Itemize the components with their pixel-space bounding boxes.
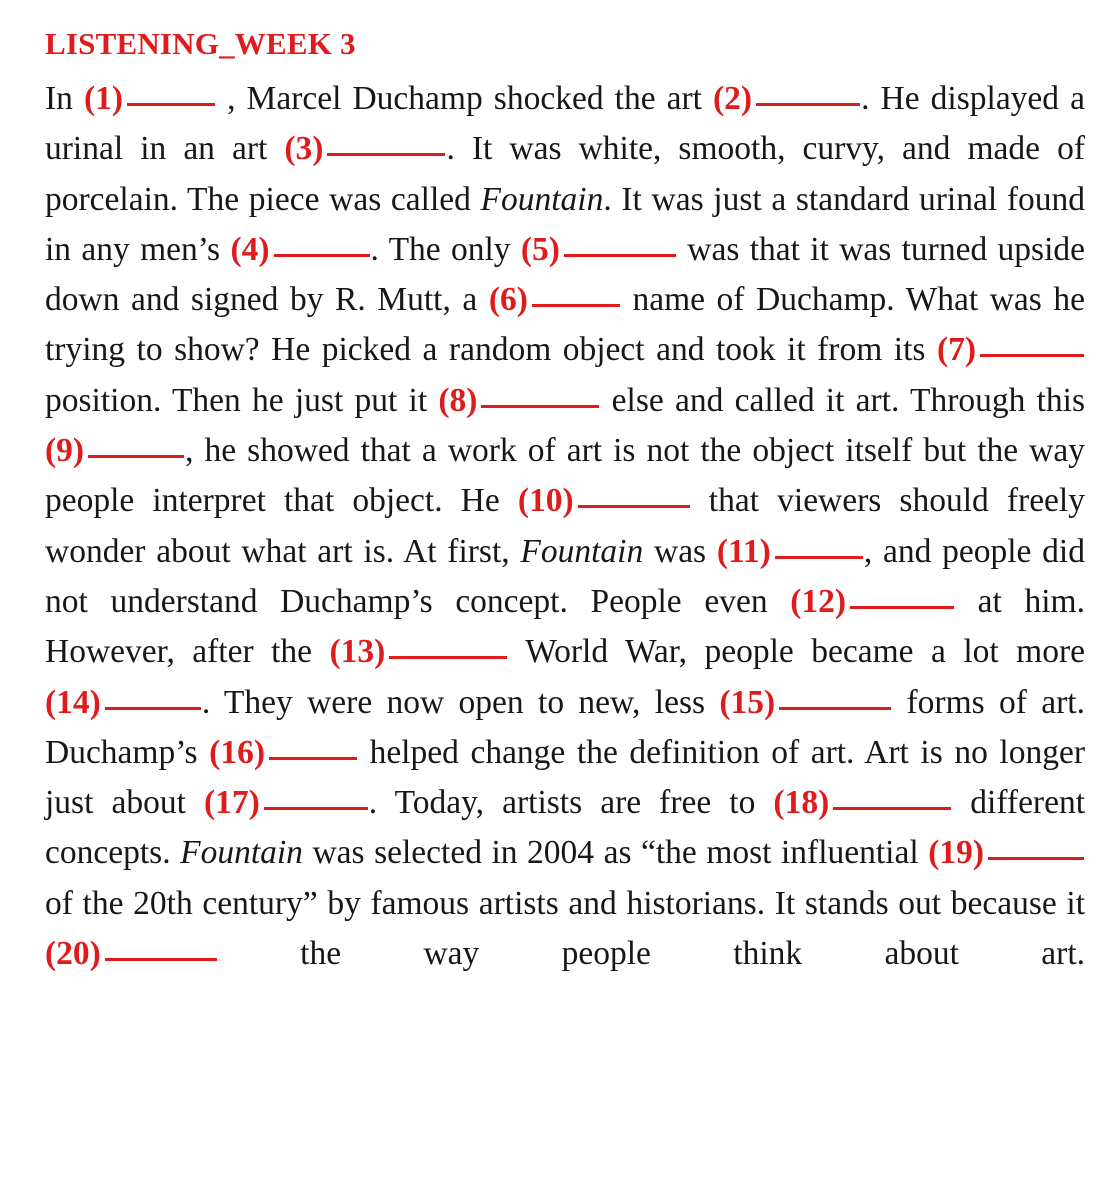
blank-10[interactable] [518,482,691,519]
passage-text: was that it was turned upside down and signed by R. Mutt, a [45,230,1085,319]
blank-2[interactable] [713,80,861,117]
cloze-passage [45,74,1085,1030]
passage-text: . It was white, smooth, curvy, and made of porcelain. The piece was called [45,130,1085,218]
blank-9[interactable] [45,432,185,469]
blank-1[interactable] [84,80,216,117]
blank-number-16: (16) [209,733,265,771]
passage-text: , Marcel Duchamp shocked the art [216,80,714,117]
passage-text: else and called it art. Through this [600,381,1085,419]
blank-number-3: (3) [284,130,324,168]
blank-14[interactable] [45,684,202,721]
blank-number-8: (8) [438,381,478,419]
artwork-title: Fountain [480,180,604,218]
passage-text: . The only [370,230,521,268]
passage-text: , and people did not understand Duchamp’s concept. People even [45,532,1085,620]
blank-13[interactable] [330,633,509,670]
answer-blank-9[interactable] [88,455,184,458]
passage-text: that viewers should freely wonder about what art is. At first, [45,482,1085,570]
blank-number-5: (5) [520,230,560,268]
answer-blank-12[interactable] [850,606,954,609]
passage-text: name of Duchamp. What was he trying to show? He picked a random object and took it from its [45,281,1085,369]
blank-18[interactable] [773,784,952,821]
answer-blank-7[interactable] [980,354,1084,357]
answer-blank-16[interactable] [269,757,357,760]
passage-text: was selected in 2004 as “the most influential [302,834,929,872]
page-title: LISTENING_WEEK 3 [45,26,356,61]
blank-19[interactable] [928,834,1085,871]
blank-number-4: (4) [230,230,270,268]
blank-number-1: (1) [83,80,124,117]
blank-number-18: (18) [773,784,830,822]
blank-number-19: (19) [928,834,984,872]
passage-text: In [45,80,84,117]
answer-blank-15[interactable] [779,707,891,710]
blank-number-14: (14) [45,683,101,721]
blank-number-11: (11) [716,532,771,570]
passage-text: at him. However, after the [45,582,1085,671]
answer-blank-13[interactable] [389,656,507,659]
passage-text: helped change the definition of art. Art is no longer just about [45,733,1085,822]
blank-17[interactable] [204,784,369,821]
answer-blank-4[interactable] [274,254,370,257]
answer-blank-11[interactable] [775,556,863,559]
artwork-title: Fountain [520,532,644,570]
blank-number-9: (9) [45,432,85,470]
blank-number-6: (6) [488,281,528,319]
blank-number-12: (12) [790,582,847,620]
blank-number-15: (15) [719,683,776,721]
answer-blank-5[interactable] [564,254,676,257]
answer-blank-3[interactable] [327,153,445,156]
blank-8[interactable] [438,382,600,419]
blank-number-7: (7) [936,331,976,369]
answer-blank-8[interactable] [481,405,599,408]
blank-15[interactable] [719,684,892,721]
passage-text: forms of art. Duchamp’s [45,683,1085,771]
passage-text: different concepts. [45,784,1086,872]
passage-text: . It was just a standard urinal found in any men’s [45,180,1085,268]
blank-number-2: (2) [713,80,753,117]
passage-text: . Today, artists are free to [368,784,774,822]
answer-blank-18[interactable] [833,807,951,810]
passage-text: , he showed that a work of art is not the object itself but the way people interpret that object. He [45,432,1085,520]
blank-4[interactable] [230,231,370,268]
blank-16[interactable] [209,734,358,771]
blank-20[interactable] [45,935,218,972]
answer-blank-20[interactable] [105,958,217,961]
passage-text: . He displayed a urinal in an art [45,80,1085,168]
blank-number-17: (17) [203,784,260,822]
answer-blank-2[interactable] [756,103,860,106]
answer-blank-6[interactable] [532,304,620,307]
blank-number-10: (10) [517,482,574,520]
blank-7[interactable] [937,331,1085,368]
blank-6[interactable] [489,281,621,318]
passage-text: position. Then he just put it [45,381,439,419]
artwork-title: Fountain [180,834,303,872]
blank-5[interactable] [521,231,677,268]
answer-blank-14[interactable] [105,707,201,710]
answer-blank-1[interactable] [127,103,215,106]
answer-blank-19[interactable] [988,857,1084,860]
passage-text: the way people think about art. [217,935,1085,973]
passage-text: World War, people became a lot more [508,633,1085,671]
passage-text: was [643,532,717,570]
answer-blank-10[interactable] [578,505,690,508]
blank-12[interactable] [790,583,955,620]
blank-11[interactable] [717,533,864,570]
answer-blank-17[interactable] [264,807,368,810]
blank-number-13: (13) [329,633,386,671]
passage-text: of the 20th century” by famous artists and historians. It stands out because it [45,884,1085,922]
blank-number-20: (20) [45,935,101,973]
blank-3[interactable] [284,130,446,167]
passage-text: . They were now open to new, less [201,683,720,721]
